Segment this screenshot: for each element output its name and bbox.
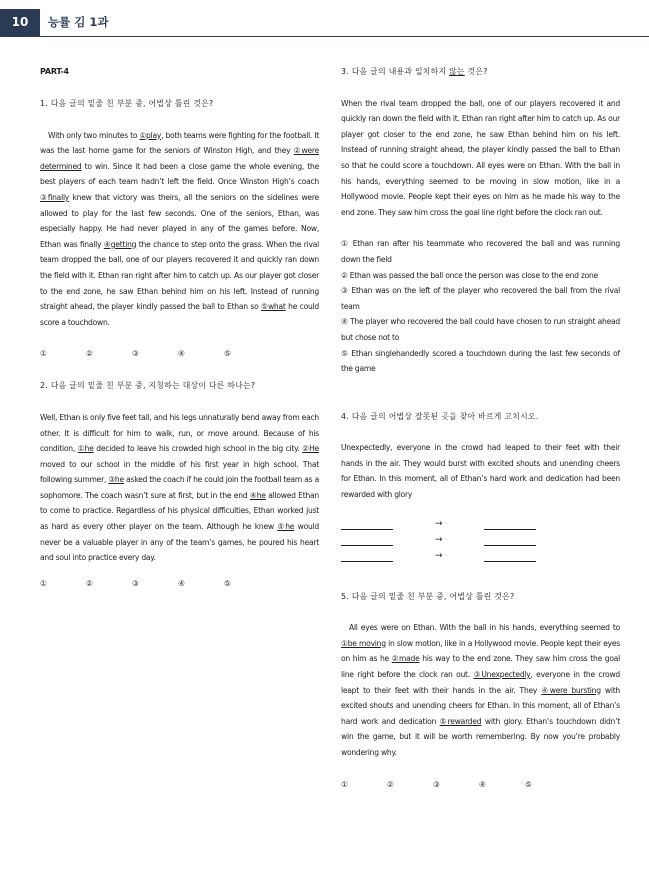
- choice-3[interactable]: ③: [433, 779, 440, 789]
- question-3-option-5[interactable]: ⑤ Ethan singlehandedly scored a touchdown during the last few seconds of the game: [341, 348, 620, 374]
- underline-1: ①he: [77, 444, 94, 454]
- underline-2: ②were determined: [40, 146, 319, 171]
- answer-blank-correct[interactable]: [484, 536, 536, 546]
- underline-5: ⑤he: [277, 522, 295, 532]
- question-3-passage: When the rival team dropped the ball, one of our players recovered it and quickly ran down the field with it. Ethan ran right after him to catch up. As our player got closer to the end zone, he saw Ethan behind him on his left. Instead of running straight ahead, the player kindly passed the ball to Ethan so that he could score a touchdown. All eyes were on Ethan. With the ball in his hands, everything seemed to be moving in slow motion, like in a Hollywood movie. People kept their eyes on him as he made his way to the end zone. They saw him cross the goal line right before the clock ran out.: [341, 98, 620, 217]
- choice-4[interactable]: ④: [178, 578, 185, 588]
- choice-5[interactable]: ⑤: [224, 349, 231, 359]
- choice-1[interactable]: ①: [40, 578, 47, 588]
- underline-4: ④he: [249, 490, 266, 500]
- choice-2[interactable]: ②: [387, 779, 394, 789]
- question-5-title: 5. 다음 글의 밑줄 친 부분 중, 어법상 틀린 것은?: [341, 591, 515, 601]
- question-3-option-2[interactable]: ② Ethan was passed the ball once the person was close to the end zone: [341, 270, 598, 280]
- left-column: [40, 64, 319, 592]
- choice-3[interactable]: ③: [132, 349, 139, 359]
- question-1-choices: [40, 346, 319, 362]
- underline-1: ①play: [139, 130, 162, 140]
- underline-2: ②made: [391, 654, 420, 664]
- question-3-option-3[interactable]: ③ Ethan was on the left of the player who recovered the ball from the rival team: [341, 286, 620, 311]
- lesson-title: 능률 김 1과: [48, 15, 109, 29]
- answer-row-1: [341, 517, 620, 533]
- arrow-icon: →: [435, 534, 443, 545]
- underline-3: ③finally: [40, 192, 70, 202]
- question-3-option-1[interactable]: ① Ethan ran after his teammate who recovered the ball and was running down the field: [341, 239, 620, 264]
- answer-blank-wrong[interactable]: [341, 520, 393, 530]
- answer-blank-correct[interactable]: [484, 520, 536, 530]
- question-2-passage: Well, Ethan is only five feet tall, and his legs unnaturally bend away from each other. It is difficult for him to walk, run, or move around. Because of his condition, ①he decided to leave his crowded high school in the big city. ②He moved to our school in the middle of his first year in high school. That following summer, ③he asked the coach if he could join the football team as a sophomore. The coach wasn’t sure at first, but in the end ④he allowed Ethan to come to practice. Regardless of his physical difficulties, Ethan worked just as hard as every other player on the team. Although he knew ⑤he would never be a valuable player in any of the team’s games, he poured his heart and soul into practice every day.: [40, 412, 319, 563]
- question-2-choices: [40, 576, 319, 592]
- question-2-title: 2. 다음 글의 밑줄 친 부분 중, 지칭하는 대상이 다른 하나는?: [40, 381, 256, 391]
- underline-1: ①be moving: [341, 638, 386, 648]
- question-3-title: 3. 다음 글의 내용과 일치하지 않는 것은?: [341, 67, 488, 76]
- question-1-passage: With only two minutes to ①play, both teams were fighting for the football. It was the last home game for the seniors of Winston High, and they ②were determined to win. Since it had been a close game the whole evening, the best players of each team hadn’t left the field. Once Winston High’s coach ③finally knew that victory was theirs, all the seniors on the sidelines were allowed to play for the last few seconds. One of the seniors, Ethan, was especially happy. He had never played in any of the games before. Now, Ethan was finally ④getting the chance to step onto the grass. When the rival team dropped the ball, one of our players recovered it and quickly ran down the field with it. Ethan ran right after him to catch up. As our player got closer to the end zone, he saw Ethan behind him on his left. Instead of running straight ahead, the player kindly passed the ball to Ethan so ⑤what he could score a touchdown.: [40, 130, 319, 327]
- underline-2: ②He: [302, 444, 319, 454]
- question-5-passage: All eyes were on Ethan. With the ball in his hands, everything seemed to ①be moving in slow motion, like in a Hollywood movie. People kept their eyes on him as he ②made his way to the end zone. They saw him cross the goal line right before the clock ran out. ③Unexpectedly, everyone in the crowd leapt to their feet with their hands in the air. They ④were bursting with excited shouts and unending cheers for Ethan. In this moment, all of Ethan’s hard work and dedication ⑤rewarded with glory. Ethan’s touchdown didn’t win the game, but it will be worth remembering. By now you’re probably wondering why.: [341, 623, 621, 757]
- underline-3: ③Unexpectedly: [473, 670, 531, 680]
- arrow-icon: →: [435, 550, 443, 561]
- answer-blank-wrong[interactable]: [341, 552, 393, 562]
- right-column: [341, 64, 620, 793]
- page-header: [0, 0, 649, 36]
- answer-row-2: [341, 533, 620, 549]
- question-3-option-4[interactable]: ④ The player who recovered the ball could have chosen to run straight ahead but chose not to: [341, 317, 620, 342]
- question-1-title: 1. 다음 글의 밑줄 친 부분 중, 어법상 틀린 것은?: [40, 99, 214, 108]
- underline-4: ④getting: [103, 239, 137, 249]
- choice-1[interactable]: ①: [341, 779, 348, 789]
- question-4-passage: Unexpectedly, everyone in the crowd had leaped to their feet with their hands in the air. They would burst with excited shouts and unending cheers for Ethan. In this moment, all of Ethan’s hard work and dedication had been rewarded with glory: [341, 443, 620, 500]
- choice-2[interactable]: ②: [86, 349, 93, 359]
- answer-blank-correct[interactable]: [484, 552, 536, 562]
- answer-blank-wrong[interactable]: [341, 536, 393, 546]
- underline-5: ⑤what: [261, 302, 286, 312]
- underline-5: ⑤rewarded: [439, 716, 482, 726]
- question-5-choices: [341, 777, 620, 793]
- choice-5[interactable]: ⑤: [224, 578, 231, 588]
- header-divider: [0, 36, 649, 37]
- choice-2[interactable]: ②: [86, 578, 93, 588]
- choice-3[interactable]: ③: [132, 578, 139, 588]
- question-4-title: 4. 다음 글의 어법상 잘못된 곳을 찾아 바르게 고치시오.: [341, 411, 539, 421]
- choice-4[interactable]: ④: [479, 779, 486, 789]
- underline-3: ③he: [108, 475, 124, 485]
- arrow-icon: →: [435, 518, 443, 529]
- answer-row-3: [341, 549, 620, 565]
- choice-5[interactable]: ⑤: [525, 779, 532, 789]
- choice-4[interactable]: ④: [178, 349, 185, 359]
- page-number: 10: [0, 9, 40, 36]
- choice-1[interactable]: ①: [40, 349, 47, 359]
- part-label: PART-4: [40, 67, 69, 76]
- underline-4: ④were bursting: [541, 685, 601, 695]
